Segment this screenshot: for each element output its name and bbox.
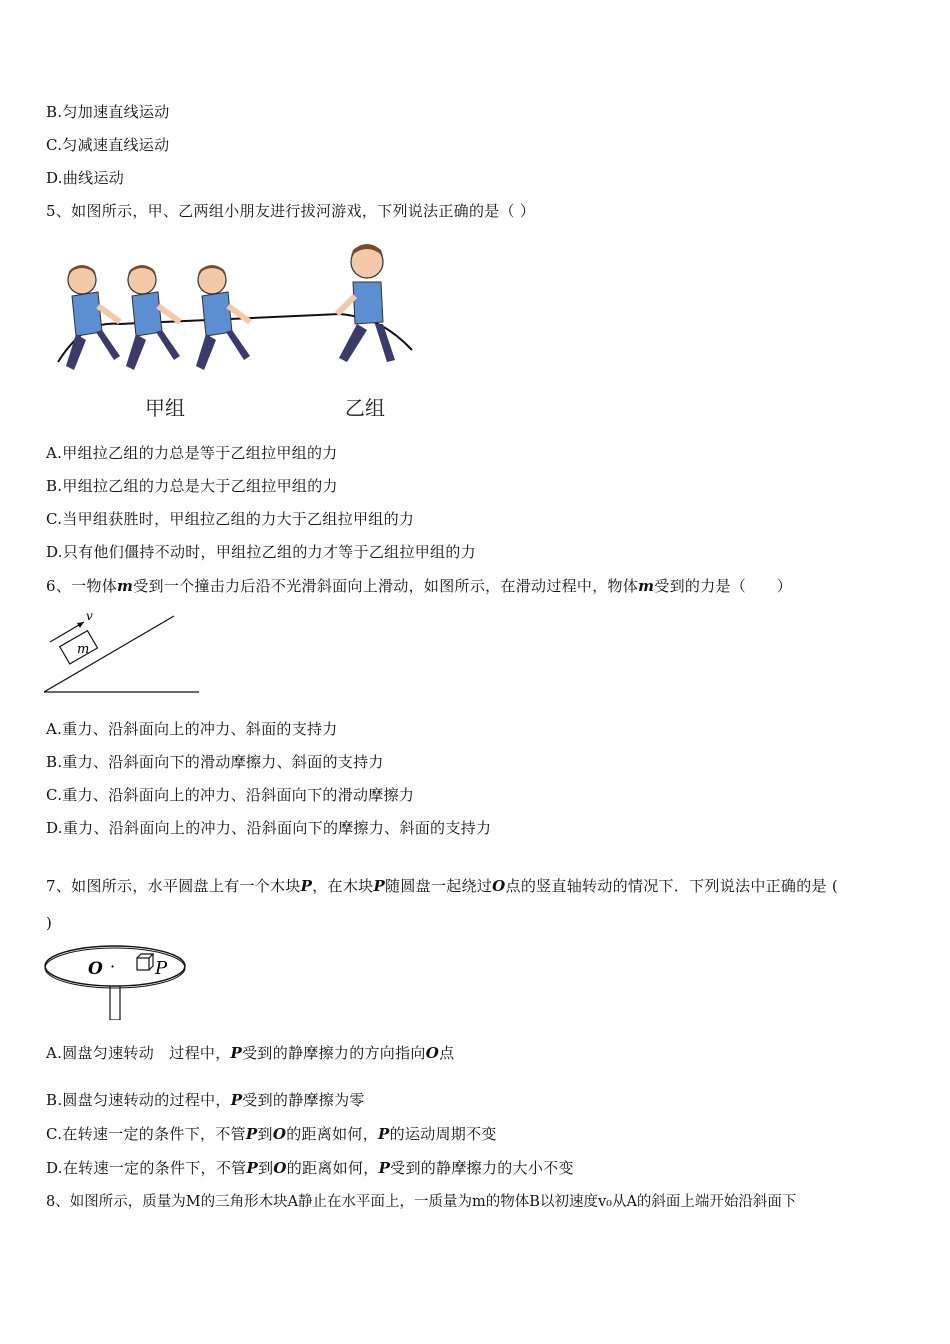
tug-of-war-figure — [40, 232, 430, 427]
disk-O-label: O — [88, 959, 103, 979]
disk-center-dot: · — [110, 957, 116, 976]
incline-mass-label: m — [77, 642, 90, 657]
q7-option-b: B.圆盘匀速转动的过程中，P受到的静摩擦为零 — [46, 1091, 365, 1109]
incline-figure — [44, 606, 204, 698]
q7-stem: 7、如图所示，水平圆盘上有一个木块P，在木块P随圆盘一起绕过O点的竖直轴转动的情况下．下列说法中正确的是 ( — [46, 877, 839, 895]
team-jia-kids — [66, 265, 250, 370]
q6-option-c: C.重力、沿斜面向上的冲力、沿斜面向下的滑动摩擦力 — [46, 786, 415, 804]
q5-option-b: B.甲组拉乙组的力总是大于乙组拉甲组的力 — [46, 477, 338, 495]
q4-option-b: B.匀加速直线运动 — [46, 103, 170, 121]
q7-option-d: D.在转速一定的条件下，不管P到O的距离如何，P受到的静摩擦力的大小不变 — [46, 1159, 574, 1177]
q4-option-c: C.匀减速直线运动 — [46, 136, 170, 154]
q7-stem-close: ) — [46, 914, 53, 932]
q8-stem: 8、如图所示，质量为M的三角形木块A静止在水平面上，一质量为m的物体B以初速度v₀从A的斜面上端开始沿斜面下 — [46, 1194, 797, 1210]
label-jia: 甲组 — [145, 396, 185, 420]
q7-option-c: C.在转速一定的条件下，不管P到O的距离如何，P的运动周期不变 — [46, 1125, 497, 1143]
q7-option-a: A.圆盘匀速转动 过程中，P受到的静摩擦力的方向指向O点 — [46, 1044, 455, 1062]
q4-option-d: D.曲线运动 — [46, 169, 125, 187]
q5-option-d: D.只有他们僵持不动时，甲组拉乙组的力才等于乙组拉甲组的力 — [46, 543, 476, 561]
q5-option-c: C.当甲组获胜时，甲组拉乙组的力大于乙组拉甲组的力 — [46, 510, 415, 528]
q6-option-d: D.重力、沿斜面向上的冲力、沿斜面向下的摩擦力、斜面的支持力 — [46, 819, 492, 837]
disk-P-label: P — [155, 958, 168, 979]
q5-stem: 5、如图所示，甲、乙两组小朋友进行拔河游戏，下列说法正确的是（ ） — [46, 202, 536, 220]
team-yi-kid — [337, 244, 395, 362]
q6-option-b: B.重力、沿斜面向下的滑动摩擦力、斜面的支持力 — [46, 753, 384, 771]
q6-option-a: A.重力、沿斜面向上的冲力、斜面的支持力 — [46, 720, 338, 738]
q6-stem: 6、一物体m受到一个撞击力后沿不光滑斜面向上滑动，如图所示，在滑动过程中，物体m受到的力是（ ） — [46, 577, 792, 595]
label-yi: 乙组 — [345, 396, 385, 420]
incline-velocity-label: v — [86, 609, 93, 623]
disk-figure — [44, 944, 190, 1020]
q5-option-a: A.甲组拉乙组的力总是等于乙组拉甲组的力 — [46, 444, 338, 462]
